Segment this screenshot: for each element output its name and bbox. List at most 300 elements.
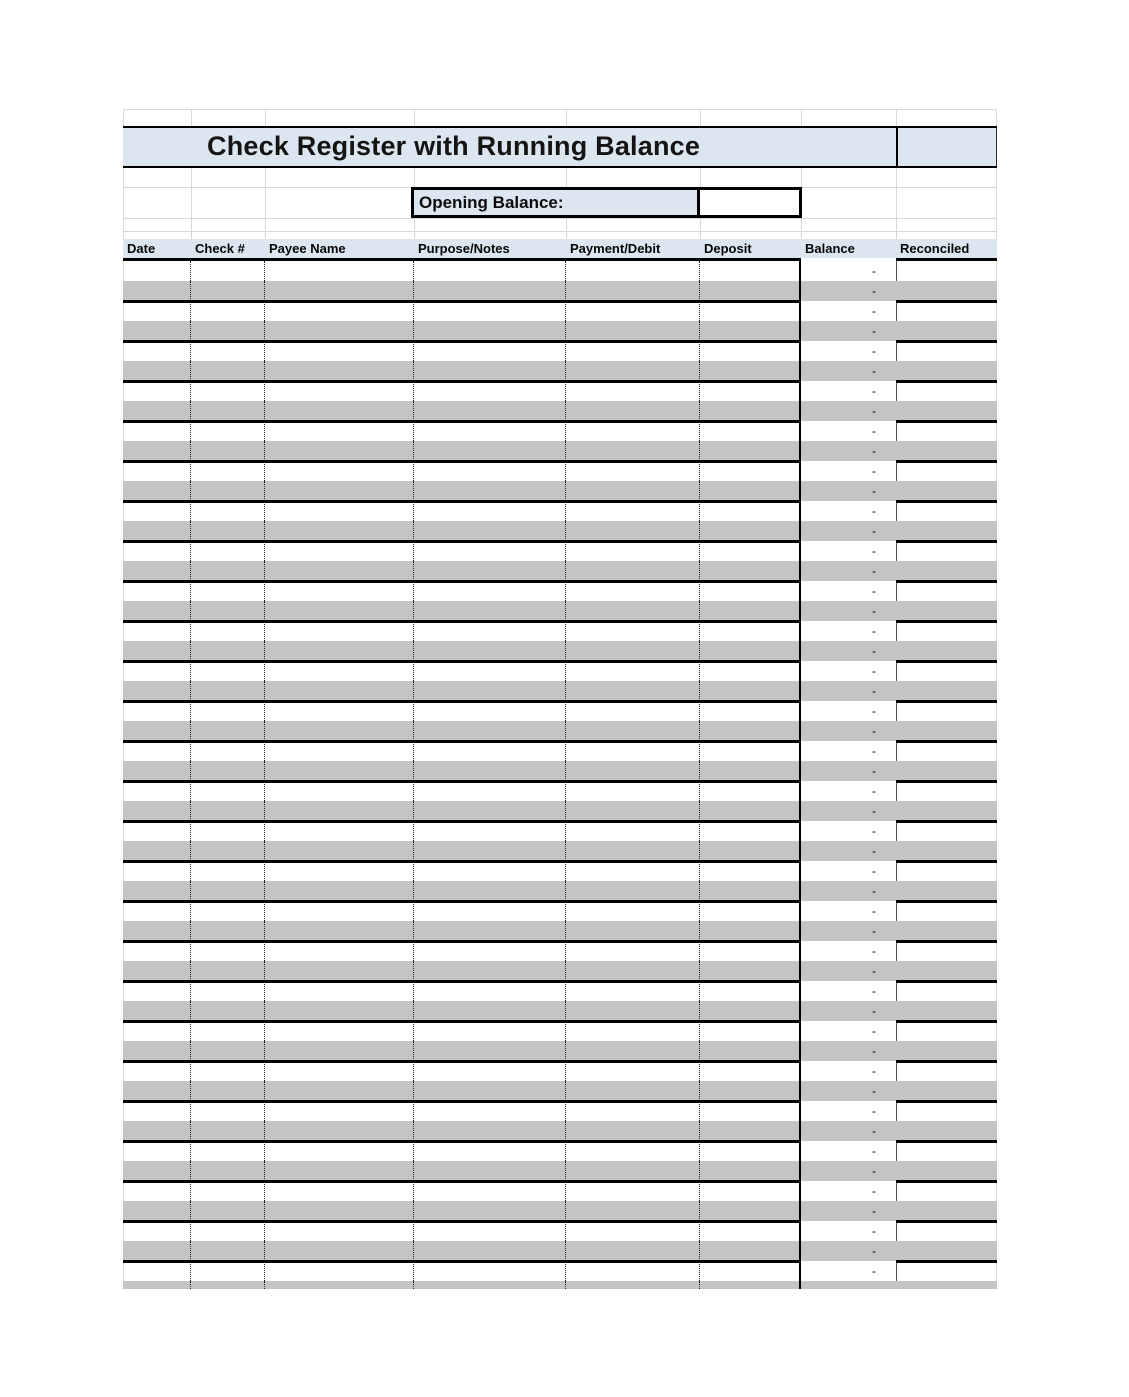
cell-payment-debit[interactable] [566,401,700,421]
cell-balance[interactable]: - [872,264,876,278]
cell-payment-debit[interactable] [566,821,700,841]
cell-deposit[interactable] [700,961,801,981]
cell-check-number[interactable] [191,881,265,901]
cell-check-number[interactable] [191,581,265,601]
cell-balance[interactable]: - [872,544,876,558]
cell-payment-debit[interactable] [566,301,700,321]
cell-deposit[interactable] [700,421,801,441]
cell-payment-debit[interactable] [566,901,700,921]
cell-deposit[interactable] [700,1261,801,1281]
cell-check-number[interactable] [191,861,265,881]
cell-balance[interactable]: - [872,924,876,938]
cell-date[interactable] [123,381,191,401]
cell-check-number[interactable] [191,1281,265,1289]
cell-payee-name[interactable] [265,1201,414,1221]
cell-purpose-notes[interactable] [414,641,566,661]
cell-date[interactable] [123,1281,191,1289]
cell-payment-debit[interactable] [566,1101,700,1121]
cell-payment-debit[interactable] [566,541,700,561]
cell-payment-debit[interactable] [566,961,700,981]
cell-purpose-notes[interactable] [414,1081,566,1101]
cell-check-number[interactable] [191,481,265,501]
cell-balance[interactable]: - [872,684,876,698]
cell-payee-name[interactable] [265,561,414,581]
cell-balance[interactable]: - [872,804,876,818]
cell-payee-name[interactable] [265,841,414,861]
cell-reconciled[interactable] [896,821,997,841]
cell-purpose-notes[interactable] [414,321,566,341]
cell-check-number[interactable] [191,921,265,941]
cell-balance[interactable]: - [872,484,876,498]
cell-payee-name[interactable] [265,901,414,921]
cell-check-number[interactable] [191,781,265,801]
cell-reconciled[interactable] [896,401,997,421]
cell-check-number[interactable] [191,361,265,381]
cell-balance[interactable]: - [872,384,876,398]
cell-check-number[interactable] [191,1261,265,1281]
cell-reconciled[interactable] [896,961,997,981]
cell-reconciled[interactable] [896,841,997,861]
cell-reconciled[interactable] [896,261,997,281]
cell-check-number[interactable] [191,1101,265,1121]
cell-reconciled[interactable] [896,341,997,361]
cell-deposit[interactable] [700,281,801,301]
cell-purpose-notes[interactable] [414,821,566,841]
cell-date[interactable] [123,301,191,321]
cell-deposit[interactable] [700,501,801,521]
cell-date[interactable] [123,1161,191,1181]
cell-purpose-notes[interactable] [414,381,566,401]
cell-reconciled[interactable] [896,621,997,641]
cell-deposit[interactable] [700,821,801,841]
cell-reconciled[interactable] [896,1261,997,1281]
cell-date[interactable] [123,981,191,1001]
cell-payment-debit[interactable] [566,661,700,681]
cell-reconciled[interactable] [896,1241,997,1261]
cell-purpose-notes[interactable] [414,1241,566,1261]
cell-purpose-notes[interactable] [414,281,566,301]
cell-purpose-notes[interactable] [414,1201,566,1221]
cell-payee-name[interactable] [265,521,414,541]
cell-payment-debit[interactable] [566,421,700,441]
cell-purpose-notes[interactable] [414,721,566,741]
cell-payment-debit[interactable] [566,601,700,621]
cell-date[interactable] [123,281,191,301]
cell-check-number[interactable] [191,281,265,301]
cell-reconciled[interactable] [896,1081,997,1101]
cell-date[interactable] [123,941,191,961]
cell-date[interactable] [123,581,191,601]
cell-payee-name[interactable] [265,1061,414,1081]
cell-purpose-notes[interactable] [414,841,566,861]
cell-check-number[interactable] [191,1021,265,1041]
cell-balance[interactable]: - [872,964,876,978]
cell-payee-name[interactable] [265,1141,414,1161]
cell-check-number[interactable] [191,841,265,861]
cell-payment-debit[interactable] [566,701,700,721]
cell-check-number[interactable] [191,1081,265,1101]
cell-balance[interactable]: - [872,744,876,758]
cell-balance[interactable]: - [872,1064,876,1078]
cell-payee-name[interactable] [265,1121,414,1141]
cell-deposit[interactable] [700,1221,801,1241]
cell-date[interactable] [123,921,191,941]
cell-purpose-notes[interactable] [414,1101,566,1121]
cell-deposit[interactable] [700,1141,801,1161]
cell-balance[interactable]: - [872,584,876,598]
cell-reconciled[interactable] [896,601,997,621]
cell-check-number[interactable] [191,661,265,681]
cell-date[interactable] [123,261,191,281]
cell-payee-name[interactable] [265,701,414,721]
cell-reconciled[interactable] [896,981,997,1001]
cell-balance[interactable]: - [872,604,876,618]
cell-deposit[interactable] [700,561,801,581]
cell-deposit[interactable] [700,801,801,821]
cell-purpose-notes[interactable] [414,421,566,441]
cell-deposit[interactable] [700,1041,801,1061]
cell-purpose-notes[interactable] [414,881,566,901]
cell-balance[interactable]: - [872,824,876,838]
cell-reconciled[interactable] [896,681,997,701]
cell-payment-debit[interactable] [566,1241,700,1261]
cell-date[interactable] [123,1261,191,1281]
cell-date[interactable] [123,701,191,721]
cell-payment-debit[interactable] [566,461,700,481]
cell-reconciled[interactable] [896,1221,997,1241]
cell-payment-debit[interactable] [566,581,700,601]
cell-payee-name[interactable] [265,961,414,981]
cell-purpose-notes[interactable] [414,461,566,481]
cell-check-number[interactable] [191,561,265,581]
cell-reconciled[interactable] [896,741,997,761]
cell-balance[interactable]: - [872,1124,876,1138]
cell-payment-debit[interactable] [566,1001,700,1021]
cell-check-number[interactable] [191,501,265,521]
cell-purpose-notes[interactable] [414,581,566,601]
cell-balance[interactable]: - [872,984,876,998]
cell-payee-name[interactable] [265,1181,414,1201]
cell-payee-name[interactable] [265,801,414,821]
cell-purpose-notes[interactable] [414,361,566,381]
cell-payee-name[interactable] [265,681,414,701]
cell-purpose-notes[interactable] [414,701,566,721]
cell-deposit[interactable] [700,1161,801,1181]
cell-check-number[interactable] [191,801,265,821]
cell-payment-debit[interactable] [566,521,700,541]
cell-payment-debit[interactable] [566,1281,700,1289]
cell-payee-name[interactable] [265,441,414,461]
cell-check-number[interactable] [191,421,265,441]
cell-purpose-notes[interactable] [414,1061,566,1081]
cell-check-number[interactable] [191,321,265,341]
cell-balance[interactable]: - [872,1004,876,1018]
cell-balance[interactable]: - [872,504,876,518]
cell-reconciled[interactable] [896,861,997,881]
cell-date[interactable] [123,1181,191,1201]
cell-payment-debit[interactable] [566,1261,700,1281]
cell-payee-name[interactable] [265,981,414,1001]
cell-payment-debit[interactable] [566,1121,700,1141]
cell-date[interactable] [123,1221,191,1241]
cell-date[interactable] [123,961,191,981]
cell-deposit[interactable] [700,981,801,1001]
cell-reconciled[interactable] [896,561,997,581]
cell-payee-name[interactable] [265,541,414,561]
cell-reconciled[interactable] [896,881,997,901]
cell-balance[interactable]: - [872,1104,876,1118]
cell-purpose-notes[interactable] [414,1181,566,1201]
cell-reconciled[interactable] [896,1161,997,1181]
cell-check-number[interactable] [191,941,265,961]
cell-purpose-notes[interactable] [414,1041,566,1061]
cell-payment-debit[interactable] [566,1181,700,1201]
cell-balance[interactable]: - [872,1244,876,1258]
cell-date[interactable] [123,801,191,821]
cell-reconciled[interactable] [896,801,997,821]
cell-check-number[interactable] [191,1001,265,1021]
cell-check-number[interactable] [191,401,265,421]
cell-check-number[interactable] [191,761,265,781]
cell-deposit[interactable] [700,261,801,281]
cell-date[interactable] [123,681,191,701]
cell-balance[interactable]: - [872,864,876,878]
cell-deposit[interactable] [700,1001,801,1021]
cell-purpose-notes[interactable] [414,741,566,761]
cell-check-number[interactable] [191,301,265,321]
cell-payment-debit[interactable] [566,481,700,501]
cell-payee-name[interactable] [265,781,414,801]
cell-reconciled[interactable] [896,581,997,601]
cell-deposit[interactable] [700,741,801,761]
cell-check-number[interactable] [191,521,265,541]
cell-payment-debit[interactable] [566,881,700,901]
cell-payee-name[interactable] [265,641,414,661]
cell-date[interactable] [123,821,191,841]
cell-check-number[interactable] [191,1221,265,1241]
cell-balance[interactable]: - [872,304,876,318]
cell-payment-debit[interactable] [566,621,700,641]
cell-reconciled[interactable] [896,321,997,341]
cell-balance[interactable]: - [872,764,876,778]
cell-date[interactable] [123,601,191,621]
cell-check-number[interactable] [191,741,265,761]
cell-reconciled[interactable] [896,441,997,461]
cell-reconciled[interactable] [896,1121,997,1141]
cell-payment-debit[interactable] [566,921,700,941]
cell-date[interactable] [123,641,191,661]
cell-reconciled[interactable] [896,1101,997,1121]
cell-payee-name[interactable] [265,1001,414,1021]
cell-deposit[interactable] [700,1061,801,1081]
cell-purpose-notes[interactable] [414,921,566,941]
cell-purpose-notes[interactable] [414,661,566,681]
cell-reconciled[interactable] [896,661,997,681]
cell-payee-name[interactable] [265,1261,414,1281]
cell-deposit[interactable] [700,301,801,321]
cell-payee-name[interactable] [265,1041,414,1061]
cell-check-number[interactable] [191,621,265,641]
cell-date[interactable] [123,1121,191,1141]
cell-deposit[interactable] [700,841,801,861]
cell-purpose-notes[interactable] [414,401,566,421]
opening-balance-input-cell[interactable] [700,190,799,215]
cell-payee-name[interactable] [265,1241,414,1261]
cell-deposit[interactable] [700,321,801,341]
cell-deposit[interactable] [700,901,801,921]
cell-deposit[interactable] [700,521,801,541]
cell-payment-debit[interactable] [566,381,700,401]
cell-deposit[interactable] [700,1081,801,1101]
cell-date[interactable] [123,1061,191,1081]
cell-check-number[interactable] [191,1241,265,1261]
cell-payment-debit[interactable] [566,1021,700,1041]
cell-payee-name[interactable] [265,501,414,521]
cell-payee-name[interactable] [265,1081,414,1101]
cell-payee-name[interactable] [265,941,414,961]
cell-deposit[interactable] [700,581,801,601]
cell-reconciled[interactable] [896,1041,997,1061]
cell-payee-name[interactable] [265,481,414,501]
cell-reconciled[interactable] [896,1021,997,1041]
cell-payee-name[interactable] [265,421,414,441]
cell-date[interactable] [123,421,191,441]
cell-balance[interactable]: - [872,704,876,718]
cell-balance[interactable]: - [872,1164,876,1178]
cell-balance[interactable]: - [872,664,876,678]
cell-payment-debit[interactable] [566,681,700,701]
cell-payment-debit[interactable] [566,1221,700,1241]
cell-balance[interactable]: - [872,844,876,858]
cell-date[interactable] [123,621,191,641]
cell-deposit[interactable] [700,401,801,421]
cell-payment-debit[interactable] [566,1141,700,1161]
cell-deposit[interactable] [700,861,801,881]
cell-purpose-notes[interactable] [414,561,566,581]
cell-payee-name[interactable] [265,861,414,881]
cell-reconciled[interactable] [896,941,997,961]
cell-purpose-notes[interactable] [414,341,566,361]
cell-payment-debit[interactable] [566,561,700,581]
cell-balance[interactable] [801,1281,896,1289]
cell-reconciled[interactable] [896,1181,997,1201]
cell-payee-name[interactable] [265,361,414,381]
cell-payee-name[interactable] [265,601,414,621]
cell-purpose-notes[interactable] [414,521,566,541]
cell-reconciled[interactable] [896,301,997,321]
cell-date[interactable] [123,461,191,481]
cell-payment-debit[interactable] [566,841,700,861]
cell-date[interactable] [123,401,191,421]
cell-check-number[interactable] [191,1181,265,1201]
cell-date[interactable] [123,1081,191,1101]
cell-payee-name[interactable] [265,381,414,401]
cell-reconciled[interactable] [896,481,997,501]
cell-date[interactable] [123,1101,191,1121]
cell-balance[interactable]: - [872,1044,876,1058]
cell-date[interactable] [123,781,191,801]
cell-deposit[interactable] [700,361,801,381]
cell-balance[interactable]: - [872,1144,876,1158]
cell-payment-debit[interactable] [566,781,700,801]
cell-date[interactable] [123,501,191,521]
cell-deposit[interactable] [700,921,801,941]
cell-date[interactable] [123,321,191,341]
cell-purpose-notes[interactable] [414,1281,566,1289]
cell-payee-name[interactable] [265,741,414,761]
cell-payment-debit[interactable] [566,361,700,381]
cell-payment-debit[interactable] [566,1061,700,1081]
cell-payment-debit[interactable] [566,321,700,341]
cell-balance[interactable]: - [872,424,876,438]
cell-balance[interactable]: - [872,724,876,738]
cell-balance[interactable]: - [872,564,876,578]
cell-balance[interactable]: - [872,1024,876,1038]
cell-date[interactable] [123,541,191,561]
cell-check-number[interactable] [191,721,265,741]
cell-deposit[interactable] [700,1241,801,1261]
cell-deposit[interactable] [700,461,801,481]
cell-date[interactable] [123,841,191,861]
cell-payee-name[interactable] [265,1161,414,1181]
cell-deposit[interactable] [700,701,801,721]
cell-date[interactable] [123,1001,191,1021]
cell-payment-debit[interactable] [566,981,700,1001]
cell-payee-name[interactable] [265,301,414,321]
cell-purpose-notes[interactable] [414,1261,566,1281]
cell-deposit[interactable] [700,541,801,561]
cell-payment-debit[interactable] [566,641,700,661]
cell-purpose-notes[interactable] [414,801,566,821]
cell-purpose-notes[interactable] [414,1121,566,1141]
cell-date[interactable] [123,721,191,741]
cell-purpose-notes[interactable] [414,761,566,781]
cell-deposit[interactable] [700,721,801,741]
cell-purpose-notes[interactable] [414,981,566,1001]
cell-balance[interactable]: - [872,404,876,418]
cell-reconciled[interactable] [896,421,997,441]
cell-reconciled[interactable] [896,1281,997,1289]
cell-balance[interactable]: - [872,364,876,378]
cell-balance[interactable]: - [872,524,876,538]
cell-purpose-notes[interactable] [414,301,566,321]
cell-balance[interactable]: - [872,1204,876,1218]
cell-check-number[interactable] [191,1041,265,1061]
cell-balance[interactable]: - [872,1084,876,1098]
cell-payee-name[interactable] [265,921,414,941]
cell-purpose-notes[interactable] [414,481,566,501]
cell-purpose-notes[interactable] [414,681,566,701]
cell-check-number[interactable] [191,1161,265,1181]
cell-balance[interactable]: - [872,1264,876,1278]
cell-check-number[interactable] [191,681,265,701]
cell-purpose-notes[interactable] [414,781,566,801]
cell-payee-name[interactable] [265,321,414,341]
cell-deposit[interactable] [700,761,801,781]
cell-payment-debit[interactable] [566,861,700,881]
cell-payee-name[interactable] [265,661,414,681]
cell-payee-name[interactable] [265,461,414,481]
cell-deposit[interactable] [700,661,801,681]
cell-payment-debit[interactable] [566,441,700,461]
cell-purpose-notes[interactable] [414,861,566,881]
cell-payment-debit[interactable] [566,1161,700,1181]
cell-reconciled[interactable] [896,1061,997,1081]
cell-deposit[interactable] [700,1201,801,1221]
cell-payment-debit[interactable] [566,761,700,781]
cell-payee-name[interactable] [265,821,414,841]
cell-date[interactable] [123,881,191,901]
